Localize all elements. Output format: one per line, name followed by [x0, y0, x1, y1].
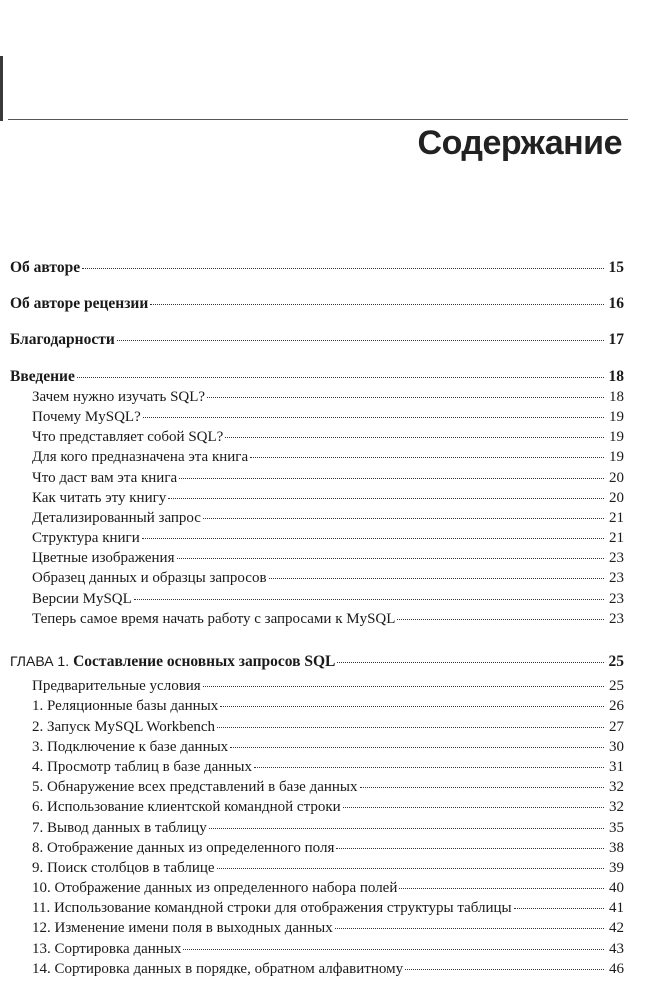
toc-entry-label: Об авторе рецензии — [10, 295, 149, 313]
leader-dots — [230, 747, 604, 748]
toc-entry-page: 46 — [609, 960, 624, 977]
toc-subentry[interactable] — [10, 528, 624, 548]
toc-entry-page: 21 — [609, 530, 624, 547]
toc-subentry[interactable] — [10, 757, 624, 777]
leader-dots — [514, 908, 604, 909]
leader-dots — [217, 868, 604, 869]
toc-entry-page: 26 — [609, 698, 624, 715]
toc-subentry[interactable] — [10, 468, 624, 488]
toc-entry-label: Теперь самое время начать работу с запросами к MySQL — [32, 610, 396, 627]
toc-entry-page: 21 — [609, 509, 624, 526]
toc-subentry[interactable] — [10, 797, 624, 817]
toc-entry-page: 32 — [609, 779, 624, 796]
leader-dots — [77, 377, 604, 378]
toc-entry-page: 19 — [609, 429, 624, 446]
leader-dots — [117, 340, 604, 341]
toc-entry-page: 15 — [608, 259, 624, 276]
toc-entry-page: 32 — [609, 799, 624, 816]
toc-subentry[interactable] — [10, 548, 624, 568]
table-of-contents — [10, 258, 624, 979]
toc-entry-label: 14. Сортировка данных в порядке, обратном алфавитному — [32, 960, 404, 977]
leader-dots — [82, 268, 604, 269]
toc-subentry[interactable] — [10, 676, 624, 696]
leader-dots — [177, 558, 605, 559]
toc-entry-label: 11. Использование командной строки для отображения структуры таблицы — [32, 900, 512, 917]
leader-dots — [179, 478, 604, 479]
toc-entry-label: 3. Подключение к базе данных — [32, 738, 229, 755]
toc-entry-label: Для кого предназначена эта книга — [32, 449, 249, 466]
leader-dots — [250, 457, 604, 458]
toc-subentry[interactable] — [10, 939, 624, 959]
toc-entry-page: 20 — [609, 489, 624, 506]
toc-entry-label: Почему MySQL? — [32, 408, 141, 425]
page-title: Содержание — [417, 124, 622, 162]
leader-dots — [360, 787, 605, 788]
toc-entry-page: 23 — [609, 570, 624, 587]
toc-entry-page: 19 — [609, 449, 624, 466]
leader-dots — [168, 498, 604, 499]
toc-entry-page: 18 — [609, 388, 624, 405]
leader-dots — [217, 727, 604, 728]
toc-entry-label: Зачем нужно изучать SQL? — [32, 388, 206, 405]
leader-dots — [150, 304, 604, 305]
toc-subentry[interactable] — [10, 858, 624, 878]
leader-dots — [203, 686, 604, 687]
toc-entry-label: 12. Изменение имени поля в выходных данных — [32, 920, 333, 937]
leader-dots — [220, 706, 604, 707]
toc-entry-label: 4. Просмотр таблиц в базе данных — [32, 758, 252, 775]
leader-dots — [225, 437, 604, 438]
toc-entry-page: 17 — [608, 331, 624, 349]
toc-subentry[interactable] — [10, 589, 624, 609]
toc-subentry[interactable] — [10, 959, 624, 979]
leader-dots — [203, 518, 604, 519]
toc-entry-page: 19 — [609, 408, 624, 425]
toc-entry-label: Об авторе — [10, 259, 81, 276]
toc-subentry[interactable] — [10, 609, 624, 629]
toc-entry-label: 9. Поиск столбцов в таблице — [32, 859, 215, 876]
chapter-label: ГЛАВА 1. — [10, 653, 70, 669]
toc-entry-label: Введение — [10, 367, 75, 385]
toc-entry-page: 39 — [609, 859, 624, 876]
toc-subentry[interactable] — [10, 717, 624, 737]
toc-entry-page: 23 — [609, 610, 624, 627]
toc-entry-label: 13. Сортировка данных — [32, 940, 182, 957]
toc-entry-page: 23 — [609, 550, 624, 567]
header-rule — [8, 119, 628, 120]
toc-entry-label: 1. Реляционные базы данных — [32, 698, 219, 715]
toc-entry-page: 30 — [609, 738, 624, 755]
toc-entry-label: 10. Отображение данных из определенного набора полей — [32, 880, 398, 897]
toc-entry-acknowledgements[interactable] — [10, 330, 624, 350]
toc-entry-page: 43 — [609, 940, 624, 957]
leader-dots — [343, 807, 604, 808]
toc-entry-page: 16 — [608, 295, 624, 313]
toc-entry-page: 25 — [609, 678, 624, 695]
toc-entry-page: 31 — [609, 758, 624, 775]
leader-dots — [183, 949, 604, 950]
toc-subentry[interactable] — [10, 508, 624, 528]
toc-entry-page: 20 — [609, 469, 624, 486]
leader-dots — [269, 578, 604, 579]
leader-dots — [399, 888, 604, 889]
toc-entry-label: Благодарности — [10, 331, 115, 349]
toc-entry-label: Образец данных и образцы запросов — [32, 570, 267, 587]
toc-entry-label: 7. Вывод данных в таблицу — [32, 819, 207, 836]
toc-subentry[interactable] — [10, 488, 624, 508]
toc-subentry[interactable] — [10, 696, 624, 716]
toc-entry-page: 38 — [609, 839, 624, 856]
toc-subentry[interactable] — [10, 387, 624, 407]
toc-entry-label: Детализированный запрос — [32, 509, 201, 526]
toc-entry-page: 27 — [609, 718, 624, 735]
toc-subentry[interactable] — [10, 568, 624, 588]
toc-entry-label: Что даст вам эта книга — [32, 469, 178, 486]
toc-chapter-1[interactable] — [10, 651, 624, 671]
toc-entry-page: 23 — [609, 590, 624, 607]
leader-dots — [397, 619, 604, 620]
leader-dots — [134, 599, 604, 600]
toc-entry-label: 6. Использование клиентской командной строки — [32, 799, 341, 816]
toc-subentry[interactable] — [10, 898, 624, 918]
leader-dots — [254, 767, 604, 768]
toc-subentry[interactable] — [10, 407, 624, 427]
leader-dots — [209, 828, 604, 829]
toc-entry-label: 5. Обнаружение всех представлений в базе данных — [32, 779, 358, 796]
toc-subentry[interactable] — [10, 427, 624, 447]
toc-entry-page: 42 — [609, 920, 624, 937]
toc-subentry[interactable] — [10, 878, 624, 898]
toc-entry-introduction[interactable] — [10, 367, 624, 387]
toc-entry-label: 2. Запуск MySQL Workbench — [32, 718, 216, 735]
leader-dots — [207, 397, 604, 398]
toc-entry-label: Цветные изображения — [32, 550, 175, 567]
chapter-page: 25 — [608, 653, 624, 670]
toc-entry-page: 41 — [609, 900, 624, 917]
chapter-title: Составление основных запросов SQL — [73, 653, 336, 670]
toc-entry-page: 35 — [609, 819, 624, 836]
toc-subentry[interactable] — [10, 838, 624, 858]
leader-dots — [405, 969, 604, 970]
toc-entry-label: Предварительные условия — [32, 678, 201, 695]
leader-dots — [336, 848, 604, 849]
toc-entry-about-author[interactable] — [10, 258, 624, 278]
leader-dots — [337, 662, 604, 663]
toc-subentry[interactable] — [10, 818, 624, 838]
leader-dots — [142, 538, 604, 539]
toc-entry-label: Версии MySQL — [32, 590, 132, 607]
toc-entry-label: 8. Отображение данных из определенного поля — [32, 839, 335, 856]
toc-entry-page: 18 — [608, 367, 624, 385]
toc-subentry[interactable] — [10, 447, 624, 467]
leader-dots — [335, 928, 604, 929]
toc-subentry[interactable] — [10, 918, 624, 938]
toc-entry-label: Как читать эту книгу — [32, 489, 167, 506]
toc-entry-page: 40 — [609, 880, 624, 897]
toc-subentry[interactable] — [10, 777, 624, 797]
leader-dots — [143, 417, 604, 418]
toc-entry-label: Структура книги — [32, 530, 140, 547]
toc-entry-about-reviewer[interactable] — [10, 294, 624, 314]
toc-subentry[interactable] — [10, 737, 624, 757]
page-edge-mark — [0, 56, 3, 121]
toc-entry-label: Что представляет собой SQL? — [32, 429, 224, 446]
